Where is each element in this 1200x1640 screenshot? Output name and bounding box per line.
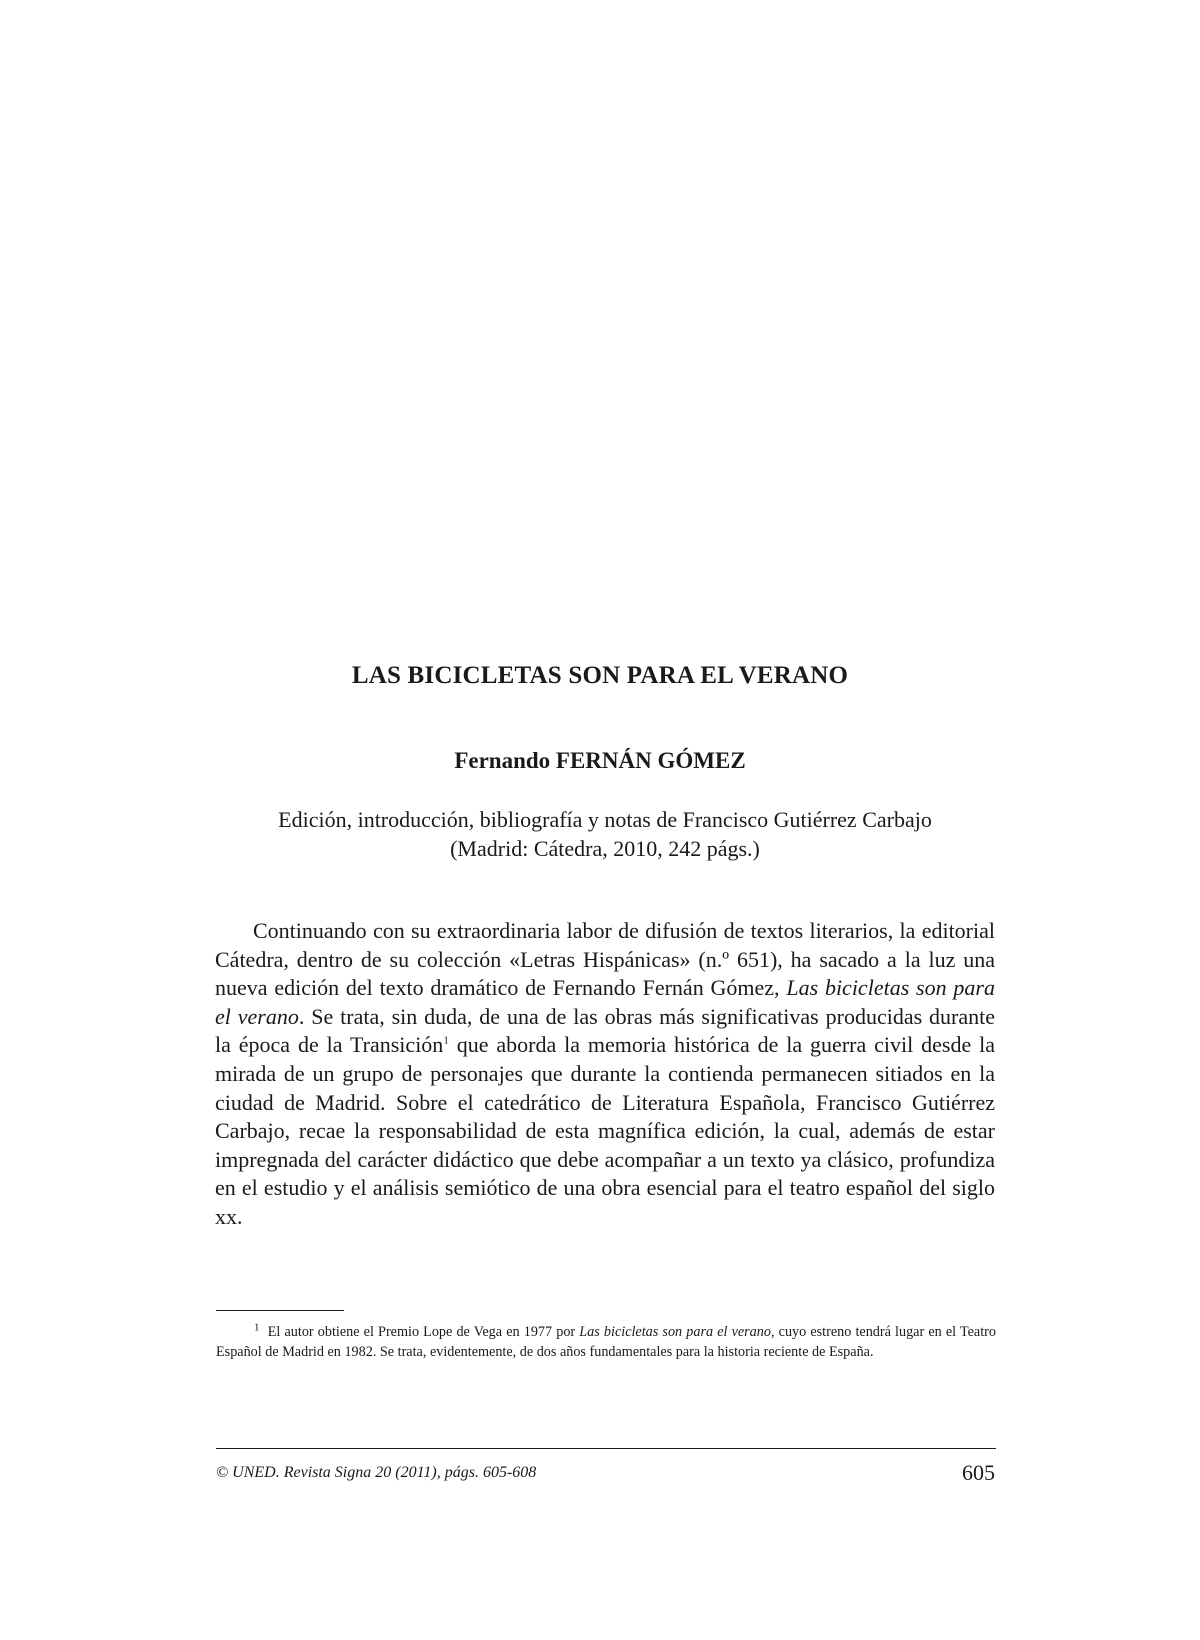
body-text-part-3: que aborda la memoria histórica de la guerra civil desde la mirada de un grupo de personajes que durante la contienda permanecen sitiados en la ciudad de Madrid. Sobre el catedrático de Literatura Española, Francisco Gutiérrez Carbajo, recae la responsabilidad de esta magnífica edición, la cual, además de estar impregnada del carácter didáctico que debe acompañar a un texto ya clásico, profundiza en el estudio y el análisis semiótico de una obra esencial para el teatro español del siglo xx. <box>215 1032 995 1229</box>
footnote-book-title: Las bicicletas son para el verano <box>579 1324 771 1340</box>
article-title: LAS BICICLETAS SON PARA EL VERANO <box>351 662 849 689</box>
footnote <box>216 1322 996 1362</box>
book-author: Fernando FERNÁN GÓMEZ <box>454 748 746 773</box>
footnote-number: 1 <box>254 1321 260 1334</box>
edition-line-2: (Madrid: Cátedra, 2010, 242 págs.) <box>450 836 760 861</box>
edition-line-1: Edición, introducción, bibliografía y notas de Francisco Gutiérrez Carbajo <box>278 807 932 832</box>
footnote-separator <box>216 1310 344 1311</box>
footnote-paragraph <box>216 1322 996 1362</box>
footnote-reference[interactable]: 1 <box>443 1035 449 1048</box>
edition-info <box>215 805 995 863</box>
journal-citation: © UNED. Revista Signa 20 (2011), págs. 605-608 <box>216 1464 537 1481</box>
footnote-text-part-2: , cuyo estreno tendrá lugar en el Teatro Español de Madrid en 1982. Se trata, evidentemente, de dos años fundamentales para la historia reciente de España. <box>216 1324 996 1360</box>
body-text-part-2: . Se trata, sin duda, de una de las obras más significativas producidas durante la época de la Transición <box>215 1003 995 1058</box>
body-book-title: Las bicicletas son para el verano <box>215 975 995 1029</box>
body-text-part-1: Continuando con su extraordinaria labor de difusión de textos literarios, la editorial Cátedra, dentro de su colección «Letras Hispánicas» (n.º 651), ha sacado a la luz una nueva edición del texto dramático de Fernando Fernán Gómez, <box>215 918 995 1001</box>
body-paragraph <box>215 917 995 1232</box>
review-body <box>215 917 995 1232</box>
footnote-text-part-1: El autor obtiene el Premio Lope de Vega en 1977 por <box>267 1324 580 1340</box>
footer-rule <box>216 1448 996 1449</box>
page-number: 605 <box>962 1460 995 1485</box>
